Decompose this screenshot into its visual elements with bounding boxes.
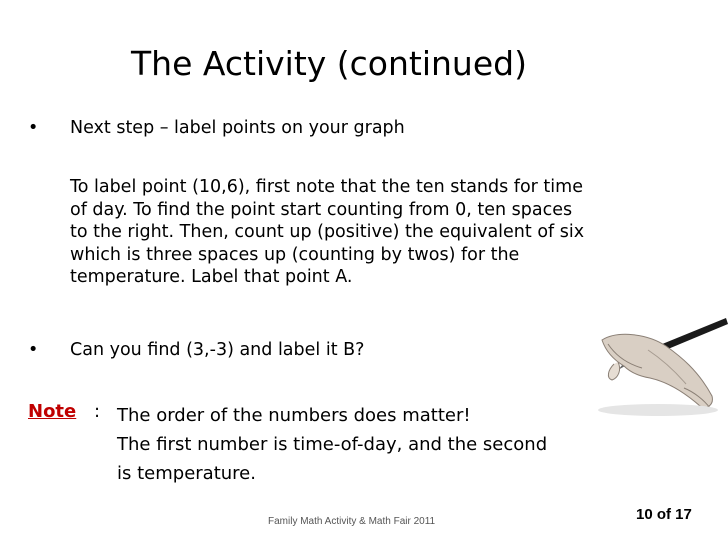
paragraph-line: which is three spaces up (counting by twos) for the xyxy=(70,244,520,265)
instruction-paragraph xyxy=(70,176,710,289)
hand-writing-with-pen-icon xyxy=(588,300,728,420)
footer-text: Family Math Activity & Math Fair 2011 xyxy=(268,516,436,527)
note-colon: : xyxy=(94,401,101,422)
note-label: Note xyxy=(28,401,77,422)
slide-title-text: The Activity (continued) xyxy=(131,44,527,83)
paragraph-line: of day. To find the point start counting from 0, ten spaces xyxy=(70,199,573,220)
bullet-marker: • xyxy=(28,118,39,138)
paragraph-line: temperature. Label that point A. xyxy=(70,267,353,287)
paragraph-line: to the right. Then, count up (positive) the equivalent of six xyxy=(70,222,585,242)
note-line: is temperature. xyxy=(117,463,256,484)
note-text xyxy=(117,401,547,488)
page-number: 10 of 17 xyxy=(636,506,692,523)
bullet-text: Can you find (3,-3) and label it B? xyxy=(70,340,365,360)
bullet-marker: • xyxy=(28,340,39,360)
note-line: The first number is time-of-day, and the second xyxy=(117,434,548,455)
note-line: The order of the numbers does matter! xyxy=(117,405,471,426)
paragraph-line: To label point (10,6), first note that the ten stands for time xyxy=(70,177,583,197)
bullet-text: Next step – label points on your graph xyxy=(70,118,405,138)
slide-title xyxy=(0,42,728,86)
